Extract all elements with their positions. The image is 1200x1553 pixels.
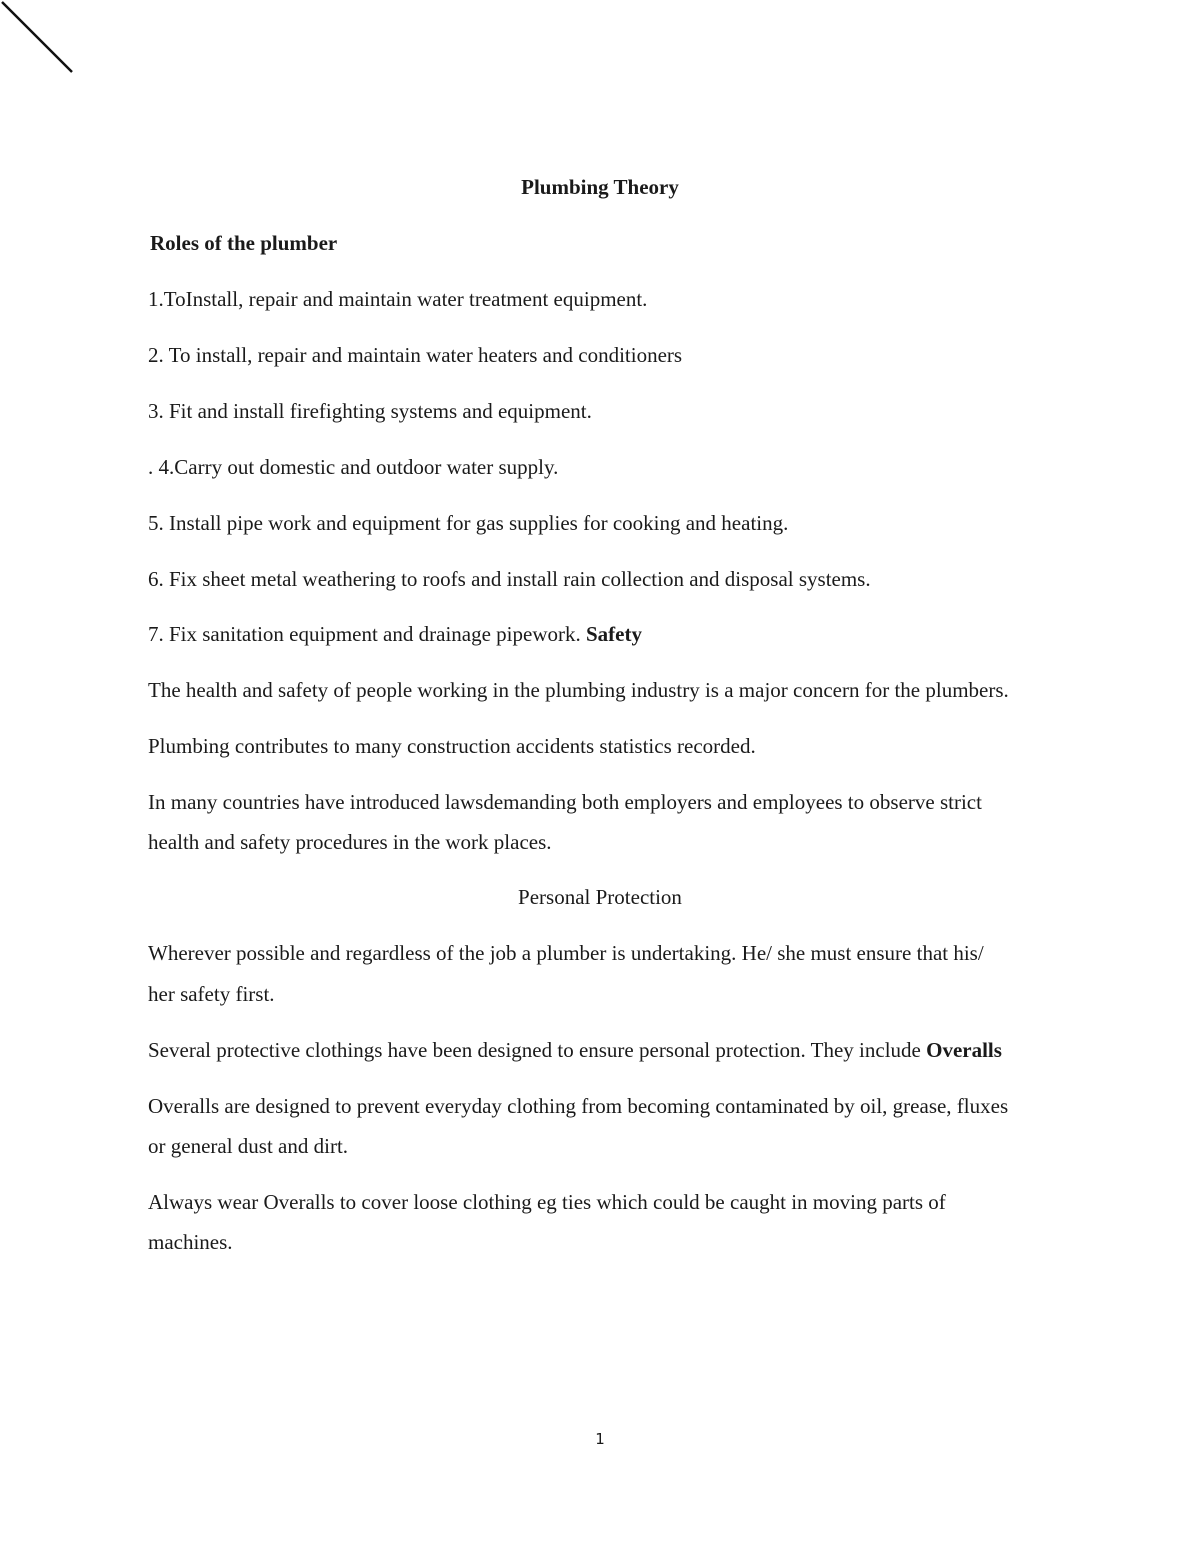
role-item-7: 7. Fix sanitation equipment and drainage pipework.: [148, 622, 581, 646]
overalls-line-1: Overalls are designed to prevent everyday clothing from becoming contaminated by oil, grease, fluxes: [148, 1094, 1009, 1118]
overalls-line-4: machines.: [148, 1230, 233, 1254]
corner-line-mark: [0, 0, 80, 80]
document-title: Plumbing Theory: [521, 175, 679, 199]
role-item-6: 6. Fix sheet metal weathering to roofs and install rain collection and disposal systems.: [148, 567, 871, 591]
protection-line-2: her safety first.: [148, 982, 275, 1006]
safety-heading: Safety: [586, 622, 642, 646]
role-item-4: . 4.Carry out domestic and outdoor water supply.: [148, 455, 559, 479]
protection-line-1: Wherever possible and regardless of the job a plumber is undertaking. He/ she must ensure that his/: [148, 941, 984, 965]
roles-heading: Roles of the plumber: [150, 231, 338, 255]
safety-paragraph-3-line-2: health and safety procedures in the work places.: [148, 830, 552, 854]
page-number: 1: [595, 1430, 605, 1448]
role-item-7-line: [148, 624, 642, 645]
protection-line-3: [148, 1040, 1002, 1061]
overalls-line-3: Always wear Overalls to cover loose clothing eg ties which could be caught in moving parts of: [148, 1190, 946, 1214]
role-item-3: 3. Fit and install firefighting systems and equipment.: [148, 399, 592, 423]
safety-paragraph-1: The health and safety of people working in the plumbing industry is a major concern for the plumbers.: [148, 678, 1009, 702]
safety-paragraph-2: Plumbing contributes to many construction accidents statistics recorded.: [148, 734, 756, 758]
overalls-line-2: or general dust and dirt.: [148, 1134, 349, 1158]
role-item-2: 2. To install, repair and maintain water heaters and conditioners: [148, 343, 683, 367]
personal-protection-heading: Personal Protection: [518, 885, 682, 909]
role-item-1: 1.ToInstall, repair and maintain water treatment equipment.: [148, 287, 648, 311]
overalls-heading: Overalls: [926, 1038, 1002, 1062]
role-item-5: 5. Install pipe work and equipment for gas supplies for cooking and heating.: [148, 511, 789, 535]
protective-clothing-text: Several protective clothings have been designed to ensure personal protection. They include: [148, 1038, 921, 1062]
safety-paragraph-3-line-1: In many countries have introduced lawsdemanding both employers and employees to observe strict: [148, 790, 982, 814]
